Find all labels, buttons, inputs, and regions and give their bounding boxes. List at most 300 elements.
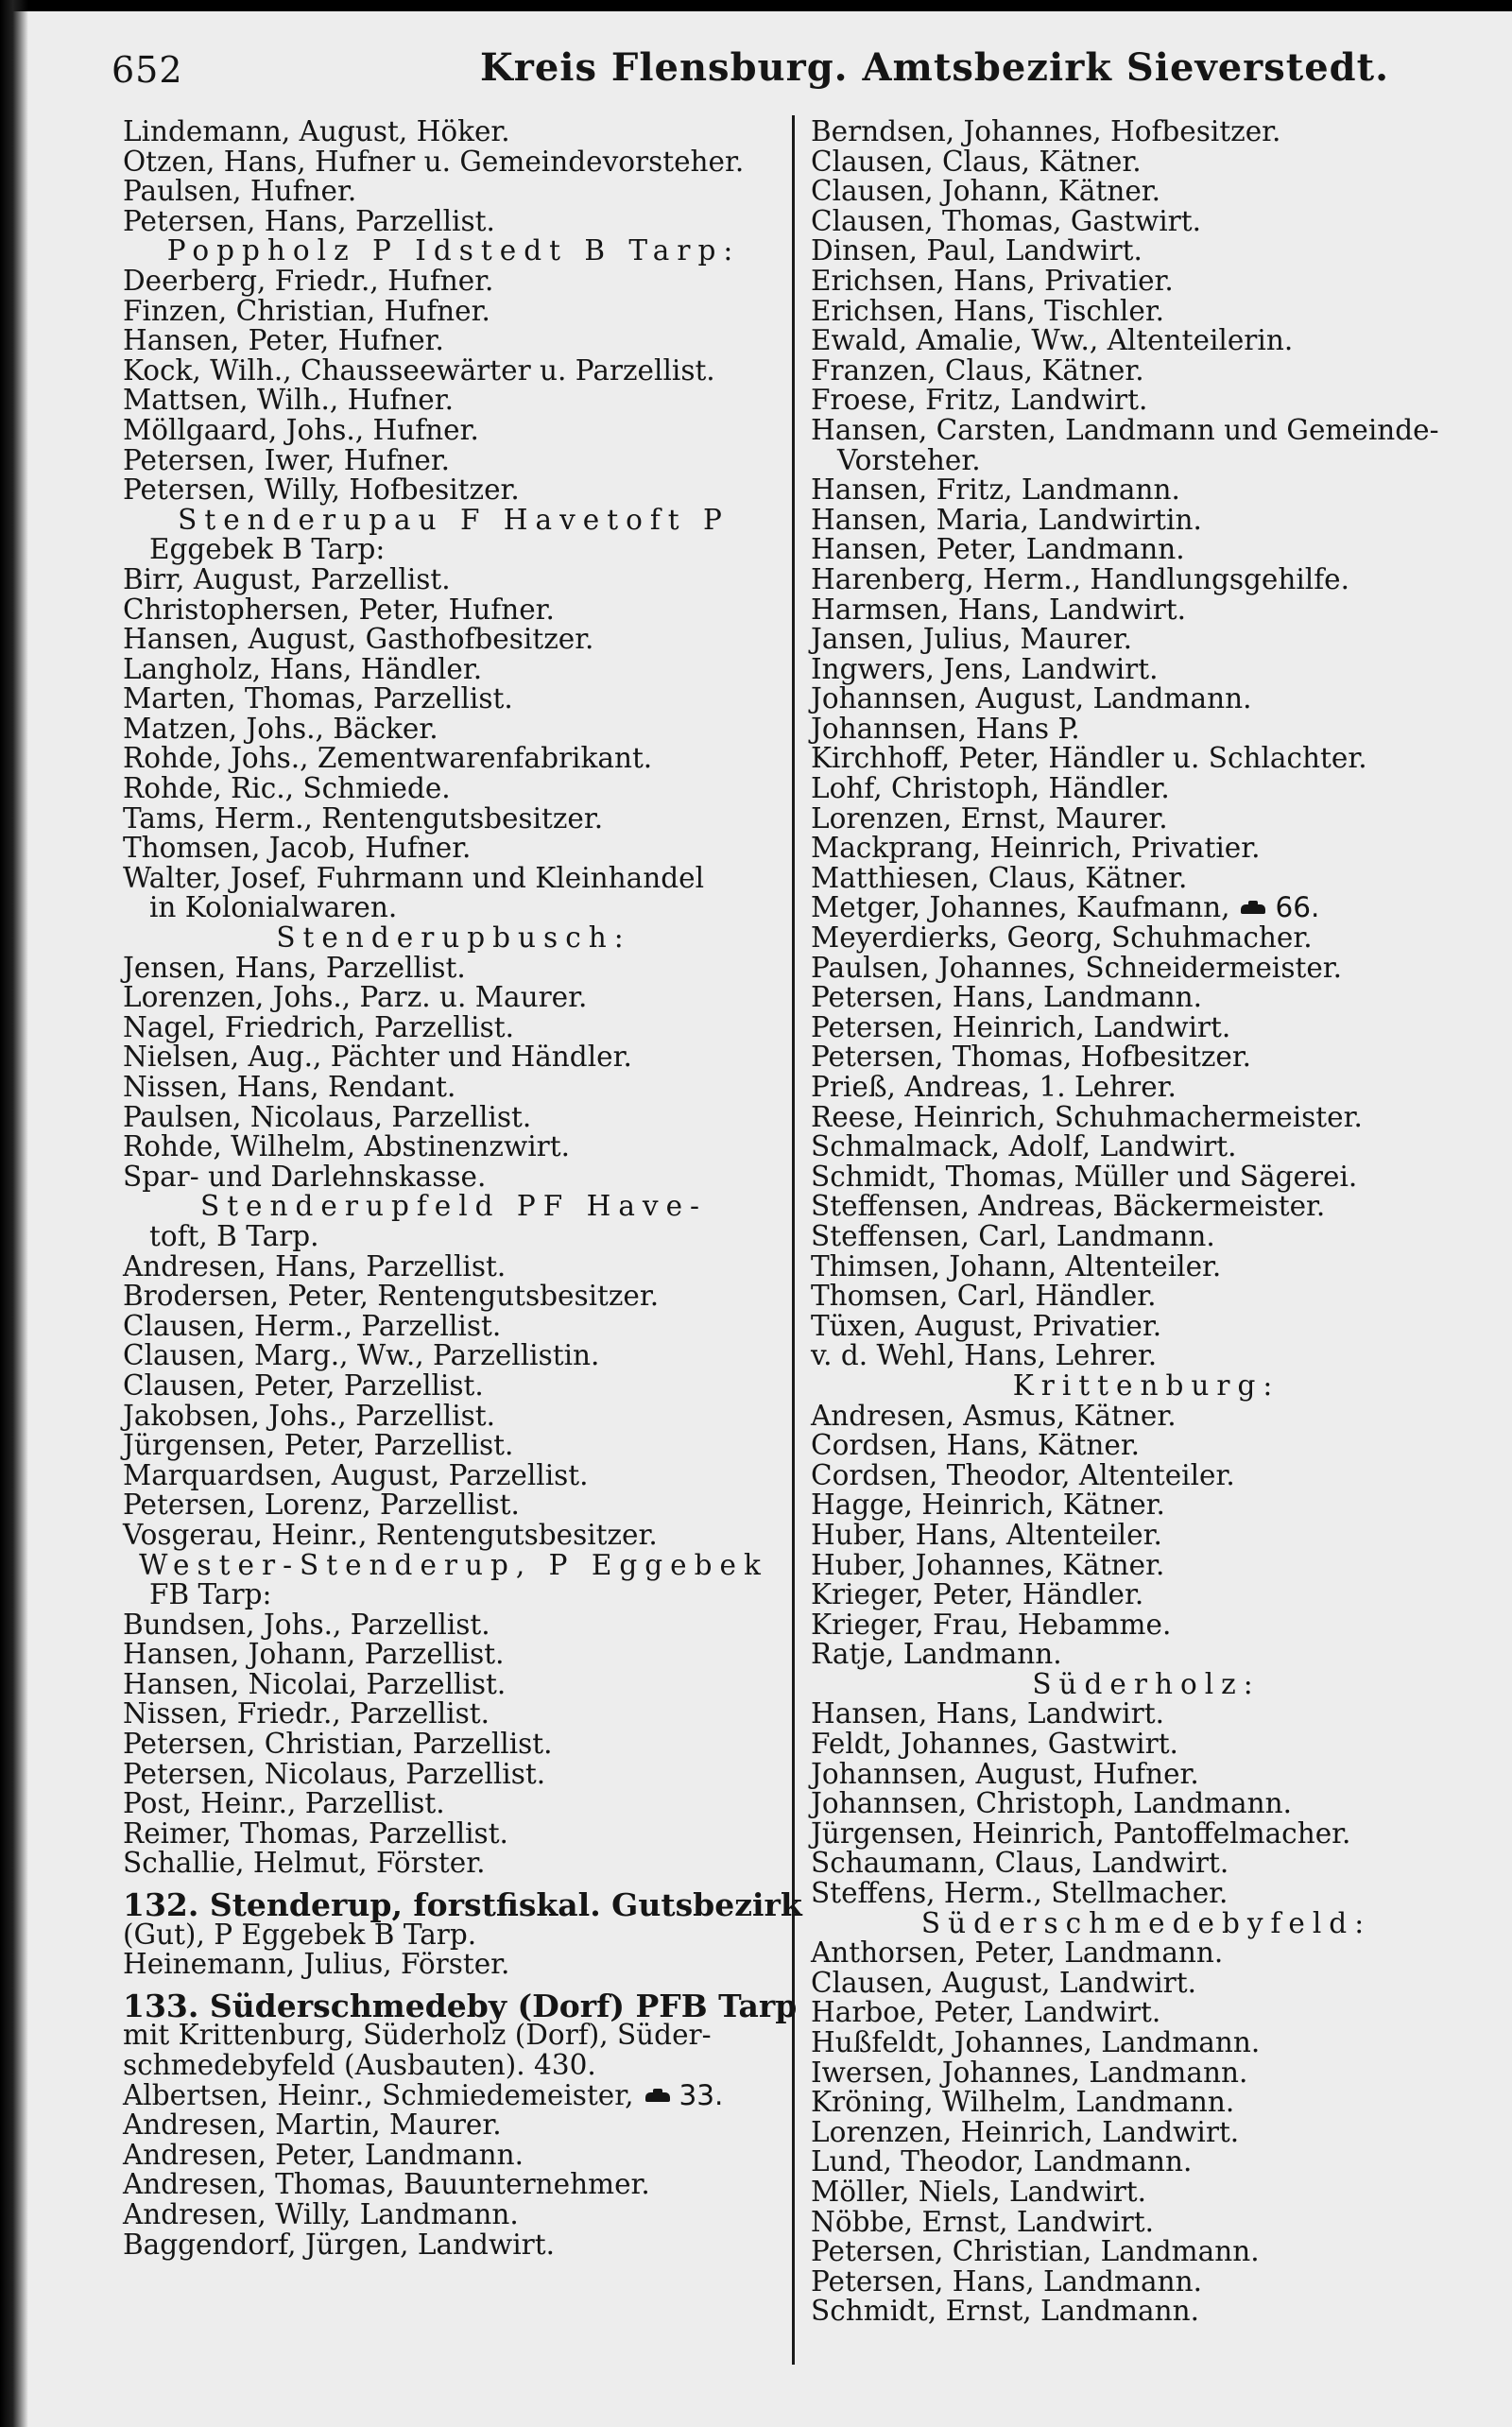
entry-continuation — [123, 893, 784, 923]
directory-entry — [811, 475, 1482, 506]
directory-entry — [123, 413, 784, 446]
directory-entry — [123, 1730, 784, 1760]
entry-text: Langholz, Hans, Händler. — [123, 652, 483, 685]
directory-entry — [811, 386, 1482, 416]
entry-text: Cordsen, Hans, Kätner. — [811, 1429, 1141, 1462]
entry-text: Möllgaard, Johs., Hufner. — [123, 413, 479, 446]
directory-entry — [811, 774, 1482, 804]
entry-text: Andresen, Peter, Landmann. — [123, 2138, 524, 2171]
directory-entry — [811, 983, 1482, 1013]
directory-entry — [811, 1966, 1482, 1999]
entry-text: Süderschmedebyfeld: — [920, 1906, 1372, 1939]
locality-heading — [811, 1368, 1482, 1402]
directory-entry — [123, 204, 784, 237]
entry-text: Krittenburg: — [1012, 1368, 1280, 1402]
directory-entry — [123, 264, 784, 297]
directory-entry — [811, 1879, 1482, 1909]
entry-text: Hansen, Peter, Hufner. — [123, 324, 444, 357]
directory-entry — [811, 1789, 1482, 1819]
directory-entry — [811, 1938, 1482, 1969]
directory-entry — [123, 861, 784, 894]
directory-entry — [811, 714, 1482, 745]
scan-border — [0, 0, 1512, 11]
directory-entry — [123, 2051, 784, 2081]
entry-text: Hansen, Peter, Landmann. — [811, 533, 1185, 566]
directory-entry — [123, 1010, 784, 1043]
entry-text: Froese, Fritz, Landwirt. — [811, 384, 1148, 417]
entry-text: Erichsen, Hans, Tischler. — [811, 294, 1165, 327]
entry-text: Vosgerau, Heinr., Rentengutsbesitzer. — [123, 1518, 658, 1551]
directory-entry — [811, 861, 1482, 894]
entry-text: mit Krittenburg, Süderholz (Dorf), Süder- — [123, 2019, 712, 2052]
entry-continuation — [123, 535, 784, 565]
entry-text: Harmsen, Hans, Landwirt. — [811, 593, 1187, 626]
entry-text: Ewald, Amalie, Ww., Altenteilerin. — [811, 324, 1294, 357]
entry-text: Kock, Wilh., Chausseewärter u. Parzellist. — [123, 353, 715, 387]
directory-entry — [811, 652, 1482, 685]
entry-text: Lohf, Christoph, Händler. — [811, 772, 1170, 805]
entry-text: Tams, Herm., Rentengutsbesitzer. — [123, 801, 604, 835]
directory-entry — [123, 353, 784, 387]
entry-text: Petersen, Heinrich, Landwirt. — [811, 1010, 1231, 1043]
directory-entry — [123, 595, 784, 626]
entry-text: in Kolonialwaren. — [149, 891, 398, 924]
entry-text: Ratje, Landmann. — [811, 1638, 1062, 1671]
directory-entry — [811, 2205, 1482, 2238]
directory-entry — [811, 1341, 1482, 1371]
directory-entry — [123, 2110, 784, 2141]
directory-entry — [811, 625, 1482, 655]
entry-text: Petersen, Iwer, Hufner. — [123, 443, 451, 476]
directory-entry — [811, 1100, 1482, 1133]
locality-heading — [123, 503, 784, 536]
directory-entry — [123, 1162, 784, 1193]
locality-heading — [811, 1906, 1482, 1939]
directory-entry — [811, 1458, 1482, 1491]
directory-entry — [123, 1431, 784, 1461]
directory-entry — [123, 1518, 784, 1551]
entry-text: Vorsteher. — [837, 443, 981, 476]
directory-entry — [811, 1816, 1482, 1850]
directory-entry — [811, 2177, 1482, 2208]
entry-text: Thimsen, Johann, Altenteiler. — [811, 1249, 1222, 1282]
directory-entry — [811, 1042, 1482, 1073]
entry-text: Johannsen, August, Landmann. — [811, 682, 1252, 715]
directory-entry — [123, 562, 784, 595]
entry-text: Petersen, Hans, Parzellist. — [123, 204, 495, 237]
entry-text: FB Tarp: — [149, 1578, 272, 1611]
entry-text: Bundsen, Johs., Parzellist. — [123, 1608, 490, 1641]
directory-entry — [123, 684, 784, 714]
entry-text: Clausen, Peter, Parzellist. — [123, 1368, 484, 1402]
directory-entry — [811, 1192, 1482, 1222]
directory-entry — [811, 1640, 1482, 1670]
entry-text: Harboe, Peter, Landwirt. — [811, 1996, 1161, 2029]
directory-entry — [123, 2197, 784, 2230]
directory-entry — [811, 1399, 1482, 1432]
directory-entry — [811, 2237, 1482, 2267]
directory-entry — [123, 1309, 784, 1342]
entry-text: Hansen, Carsten, Landmann und Gemeinde- — [811, 413, 1439, 446]
column-divider — [792, 115, 795, 2365]
entry-text: Hußfeldt, Johannes, Landmann. — [811, 2026, 1261, 2058]
locality-heading — [123, 1192, 784, 1222]
entry-text: Baggendorf, Jürgen, Landwirt. — [123, 2228, 555, 2261]
entry-text: Rohde, Ric., Schmiede. — [123, 772, 451, 805]
entry-text: Rohde, Johs., Zementwarenfabrikant. — [123, 742, 653, 775]
entry-text: Nöbbe, Ernst, Landwirt. — [811, 2205, 1155, 2238]
directory-entry — [123, 1950, 784, 1980]
entry-text: Schmidt, Thomas, Müller und Sägerei. — [811, 1160, 1358, 1193]
directory-entry — [123, 326, 784, 356]
entry-text: Clausen, August, Landwirt. — [811, 1966, 1196, 1999]
entry-text: Prieß, Andreas, 1. Lehrer. — [811, 1071, 1177, 1103]
entry-text: Feldt, Johannes, Gastwirt. — [811, 1728, 1178, 1761]
directory-entry — [811, 535, 1482, 565]
entry-text: Lindemann, August, Höker. — [123, 115, 510, 147]
entry-text: Berndsen, Johannes, Hofbesitzer. — [811, 115, 1281, 147]
directory-entry — [811, 1282, 1482, 1312]
entry-text: Krieger, Peter, Händler. — [811, 1578, 1144, 1611]
entry-text: Andresen, Asmus, Kätner. — [811, 1399, 1177, 1432]
entry-text: Nissen, Hans, Rendant. — [123, 1071, 456, 1103]
directory-entry — [811, 264, 1482, 297]
directory-entry — [123, 475, 784, 506]
phone-number: 66. — [1275, 891, 1320, 924]
entry-text: Petersen, Christian, Parzellist. — [123, 1728, 553, 1761]
entry-text: Nissen, Friedr., Parzellist. — [123, 1697, 490, 1730]
entry-text: Hagge, Heinrich, Kätner. — [811, 1489, 1165, 1522]
entry-text: Rohde, Wilhelm, Abstinenzwirt. — [123, 1130, 570, 1163]
directory-entry — [811, 893, 1482, 923]
directory-entry — [811, 2297, 1482, 2327]
entry-text: Matzen, Johs., Bäcker. — [123, 712, 438, 745]
entry-text: Schallie, Helmut, Förster. — [123, 1847, 486, 1880]
entry-text: Schmidt, Ernst, Landmann. — [811, 2295, 1200, 2328]
directory-entry — [811, 1998, 1482, 2028]
directory-entry — [811, 236, 1482, 267]
directory-entry — [123, 2170, 784, 2200]
directory-entry — [811, 326, 1482, 356]
directory-entry — [811, 2264, 1482, 2298]
entry-text: Andresen, Willy, Landmann. — [123, 2197, 519, 2230]
directory-entry — [123, 147, 784, 178]
entry-text: Nielsen, Aug., Pächter und Händler. — [123, 1041, 632, 1074]
entry-text: Christophersen, Peter, Hufner. — [123, 593, 555, 626]
entry-text: Wester-Stenderup, P Eggebek — [139, 1548, 768, 1581]
entry-text: Süderholz: — [1032, 1667, 1261, 1700]
entry-text: Clausen, Thomas, Gastwirt. — [811, 204, 1201, 237]
entry-text: Brodersen, Peter, Rentengutsbesitzer. — [123, 1280, 660, 1313]
directory-entry — [123, 1341, 784, 1371]
entry-text: Birr, August, Parzellist. — [123, 562, 451, 595]
directory-entry — [123, 1399, 784, 1432]
directory-entry — [123, 774, 784, 804]
entry-text: Deerberg, Friedr., Hufner. — [123, 264, 494, 297]
directory-entry — [123, 951, 784, 984]
entry-text: Reimer, Thomas, Parzellist. — [123, 1816, 508, 1850]
directory-entry — [123, 117, 784, 147]
entry-text: Hansen, Nicolai, Parzellist. — [123, 1667, 507, 1700]
entry-text: Franzen, Claus, Kätner. — [811, 353, 1144, 387]
entry-text: Johannsen, Hans P. — [811, 712, 1080, 745]
directory-entry — [123, 801, 784, 835]
entry-text: Anthorsen, Peter, Landmann. — [811, 1936, 1224, 1970]
directory-entry — [123, 2138, 784, 2171]
entry-text: Jensen, Hans, Parzellist. — [123, 951, 466, 984]
entry-text: Hansen, Maria, Landwirtin. — [811, 503, 1202, 536]
entry-text: Paulsen, Nicolaus, Parzellist. — [123, 1100, 532, 1133]
directory-entry — [811, 1431, 1482, 1461]
entry-text: Hansen, Johann, Parzellist. — [123, 1638, 505, 1671]
directory-entry — [123, 1667, 784, 1700]
directory-entry — [811, 1580, 1482, 1610]
directory-entry — [123, 1073, 784, 1103]
page-number: 652 — [112, 49, 183, 91]
entry-text: Meyerdierks, Georg, Schuhmacher. — [811, 921, 1313, 955]
entry-text: Kröning, Wilhelm, Landmann. — [811, 2086, 1235, 2119]
running-title: Kreis Flensburg. Amtsbezirk Sieverstedt. — [480, 45, 1390, 90]
directory-entry — [811, 147, 1482, 178]
directory-entry — [123, 1816, 784, 1850]
directory-entry — [811, 1073, 1482, 1103]
directory-entry — [811, 1610, 1482, 1641]
entry-text: Stenderupbusch: — [276, 921, 631, 955]
entry-continuation — [123, 1219, 784, 1252]
entry-text: Petersen, Hans, Landmann. — [811, 2264, 1202, 2298]
entry-text: Metger, Johannes, Kaufmann, — [811, 891, 1230, 924]
directory-entry — [811, 595, 1482, 626]
entry-text: toft, B Tarp. — [149, 1219, 319, 1252]
entry-text: Walter, Josef, Fuhrmann und Kleinhandel — [123, 861, 705, 894]
scan-edge-shadow — [0, 0, 28, 2427]
entry-text: Hansen, Fritz, Landmann. — [811, 473, 1180, 507]
entry-text: Stenderupfeld PF Have- — [199, 1190, 708, 1223]
entry-text: Jürgensen, Heinrich, Pantoffelmacher. — [811, 1816, 1351, 1850]
entry-text: Cordsen, Theodor, Altenteiler. — [811, 1458, 1235, 1491]
entry-text: Krieger, Frau, Hebamme. — [811, 1608, 1172, 1641]
directory-entry — [811, 562, 1482, 595]
directory-entry — [123, 1849, 784, 1879]
directory-entry — [123, 1610, 784, 1641]
entry-text: Kirchhoff, Peter, Händler u. Schlachter. — [811, 742, 1367, 775]
entry-text: Möller, Niels, Landwirt. — [811, 2175, 1147, 2208]
telephone-icon — [644, 2089, 672, 2106]
entry-text: Schmalmack, Adolf, Landwirt. — [811, 1130, 1237, 1163]
entry-text: (Gut), P Eggebek B Tarp. — [123, 1918, 477, 1951]
directory-entry — [811, 1849, 1482, 1879]
directory-entry — [123, 2078, 784, 2111]
entry-text: Huber, Johannes, Kätner. — [811, 1548, 1165, 1581]
directory-entry — [811, 1548, 1482, 1581]
directory-entry — [811, 1757, 1482, 1790]
directory-entry — [811, 1162, 1482, 1193]
entry-text: Marquardsen, August, Parzellist. — [123, 1458, 589, 1491]
directory-entry — [811, 2147, 1482, 2177]
directory-entry — [811, 834, 1482, 864]
directory-entry — [123, 1042, 784, 1073]
entry-text: Nagel, Friedrich, Parzellist. — [123, 1010, 514, 1043]
entry-text: 132. Stenderup, forstfiskal. Gutsbezirk — [123, 1886, 802, 1924]
directory-entry — [123, 625, 784, 655]
entry-text: Hansen, August, Gasthofbesitzer. — [123, 623, 594, 656]
entry-text: Thomsen, Carl, Händler. — [811, 1280, 1157, 1313]
directory-entry — [811, 744, 1482, 774]
entry-text: 133. Süderschmedeby (Dorf) PFB Tarp — [123, 1987, 798, 2024]
directory-entry — [123, 652, 784, 685]
directory-entry — [811, 2115, 1482, 2148]
entry-text: Erichsen, Hans, Privatier. — [811, 264, 1174, 297]
entry-text: Jürgensen, Peter, Parzellist. — [123, 1429, 514, 1462]
entry-text: Steffensen, Carl, Landmann. — [811, 1219, 1215, 1252]
right-column — [811, 117, 1482, 2327]
directory-entry — [811, 503, 1482, 536]
directory-entry — [811, 1490, 1482, 1521]
page-header — [112, 45, 1472, 102]
entry-text: Steffens, Herm., Stellmacher. — [811, 1877, 1228, 1910]
entry-text: Dinsen, Paul, Landwirt. — [811, 234, 1143, 267]
directory-entry — [811, 353, 1482, 387]
entry-text: Clausen, Marg., Ww., Parzellistin. — [123, 1339, 600, 1372]
locality-heading — [123, 923, 784, 954]
directory-entry — [811, 923, 1482, 954]
entry-text: Lund, Theodor, Landmann. — [811, 2145, 1193, 2178]
directory-entry — [811, 177, 1482, 207]
directory-entry — [123, 443, 784, 476]
entry-text: Schaumann, Claus, Landwirt. — [811, 1847, 1229, 1880]
entry-text: Iwersen, Johannes, Landmann. — [811, 2056, 1248, 2089]
left-column — [123, 115, 802, 2261]
directory-entry — [123, 983, 784, 1013]
entry-text: Steffensen, Andreas, Bäckermeister. — [811, 1190, 1326, 1223]
entry-text: Jansen, Julius, Maurer. — [811, 623, 1132, 656]
directory-entry — [811, 951, 1482, 984]
entry-text: Mackprang, Heinrich, Privatier. — [811, 832, 1261, 865]
directory-entry — [123, 1920, 784, 1951]
entry-text: Johannsen, August, Hufner. — [811, 1757, 1199, 1790]
entry-text: Paulsen, Johannes, Schneidermeister. — [811, 951, 1343, 984]
entry-text: Thomsen, Jacob, Hufner. — [123, 832, 472, 865]
directory-entry — [811, 294, 1482, 327]
directory-entry — [811, 2058, 1482, 2089]
telephone-icon — [1239, 901, 1267, 918]
directory-entry — [123, 1368, 784, 1402]
entry-text: Finzen, Christian, Hufner. — [123, 294, 490, 327]
directory-entry — [811, 204, 1482, 237]
entry-text: Stenderupau F Havetoft P — [178, 503, 730, 536]
entry-text: v. d. Wehl, Hans, Lehrer. — [811, 1339, 1158, 1372]
directory-entry — [811, 117, 1482, 147]
entry-text: Hansen, Hans, Landwirt. — [811, 1697, 1164, 1730]
entry-text: Marten, Thomas, Parzellist. — [123, 682, 513, 715]
entry-text: Lorenzen, Johs., Parz. u. Maurer. — [123, 981, 588, 1014]
directory-entry — [811, 684, 1482, 714]
locality-heading — [811, 1667, 1482, 1700]
directory-entry — [811, 1249, 1482, 1282]
directory-entry — [123, 2021, 784, 2051]
entry-continuation — [811, 443, 1482, 476]
directory-entry — [811, 1132, 1482, 1162]
entry-text: Reese, Heinrich, Schuhmachermeister. — [811, 1100, 1363, 1133]
entry-text: schmedebyfeld (Ausbauten). 430. — [123, 2049, 596, 2081]
entry-text: Matthiesen, Claus, Kätner. — [811, 861, 1188, 894]
entry-text: Lorenzen, Heinrich, Landwirt. — [811, 2115, 1240, 2148]
entry-text: Poppholz P Idstedt B Tarp: — [166, 234, 741, 267]
entry-text: Johannsen, Christoph, Landmann. — [811, 1787, 1293, 1820]
entry-text: Andresen, Martin, Maurer. — [123, 2109, 502, 2142]
entry-text: Andresen, Thomas, Bauunternehmer. — [123, 2168, 650, 2201]
directory-entry — [123, 714, 784, 745]
directory-entry — [123, 1458, 784, 1491]
directory-entry — [123, 1757, 784, 1790]
entry-text: Clausen, Johann, Kätner. — [811, 175, 1161, 208]
entry-continuation — [123, 1580, 784, 1610]
directory-entry — [811, 1730, 1482, 1760]
directory-entry — [123, 1490, 784, 1521]
directory-entry — [123, 1249, 784, 1282]
district-heading — [123, 1987, 798, 2024]
entry-text: Post, Heinr., Parzellist. — [123, 1787, 445, 1820]
entry-text: Mattsen, Wilh., Hufner. — [123, 384, 454, 417]
entry-text: Otzen, Hans, Hufner u. Gemeindevorsteher. — [123, 145, 745, 178]
directory-entry — [123, 1100, 784, 1133]
directory-entry — [811, 1309, 1482, 1342]
entry-text: Paulsen, Hufner. — [123, 175, 357, 208]
locality-heading — [123, 236, 784, 267]
directory-entry — [123, 834, 784, 864]
entry-text: Andresen, Hans, Parzellist. — [123, 1249, 507, 1282]
entry-text: Petersen, Thomas, Hofbesitzer. — [811, 1041, 1252, 1074]
locality-heading — [123, 1548, 784, 1581]
directory-entry — [811, 413, 1482, 446]
entry-text: Harenberg, Herm., Handlungsgehilfe. — [811, 562, 1349, 595]
entry-text: Spar- und Darlehnskasse. — [123, 1160, 487, 1193]
phone-number: 33. — [679, 2078, 724, 2111]
directory-entry — [123, 177, 784, 207]
entry-text: Albertsen, Heinr., Schmiedemeister, — [123, 2078, 634, 2111]
directory-entry — [811, 2028, 1482, 2058]
entry-text: Eggebek B Tarp: — [149, 533, 386, 566]
directory-entry — [123, 2230, 784, 2261]
district-heading — [123, 1886, 802, 1924]
directory-entry — [123, 294, 784, 327]
directory-entry — [811, 1699, 1482, 1730]
entry-text: Jakobsen, Johs., Parzellist. — [123, 1399, 496, 1432]
directory-entry — [123, 1789, 784, 1819]
directory-entry — [123, 386, 784, 416]
entry-text: Heinemann, Julius, Förster. — [123, 1948, 510, 1981]
entry-text: Petersen, Nicolaus, Parzellist. — [123, 1757, 546, 1790]
entry-text: Petersen, Christian, Landmann. — [811, 2235, 1260, 2268]
directory-entry — [811, 1219, 1482, 1252]
directory-entry — [123, 1282, 784, 1312]
directory-entry — [123, 744, 784, 774]
directory-entry — [811, 1518, 1482, 1551]
entry-text: Ingwers, Jens, Landwirt. — [811, 652, 1159, 685]
directory-entry — [123, 1132, 784, 1162]
entry-text: Clausen, Herm., Parzellist. — [123, 1309, 502, 1342]
entry-text: Clausen, Claus, Kätner. — [811, 145, 1142, 178]
entry-text: Huber, Hans, Altenteiler. — [811, 1518, 1162, 1551]
entry-text: Petersen, Lorenz, Parzellist. — [123, 1489, 520, 1522]
directory-entry — [123, 1640, 784, 1670]
entry-text: Tüxen, August, Privatier. — [811, 1309, 1162, 1342]
entry-text: Petersen, Willy, Hofbesitzer. — [123, 473, 520, 507]
directory-entry — [811, 801, 1482, 835]
entry-text: Petersen, Hans, Landmann. — [811, 981, 1202, 1014]
directory-entry — [811, 2088, 1482, 2118]
entry-text: Lorenzen, Ernst, Maurer. — [811, 801, 1168, 835]
